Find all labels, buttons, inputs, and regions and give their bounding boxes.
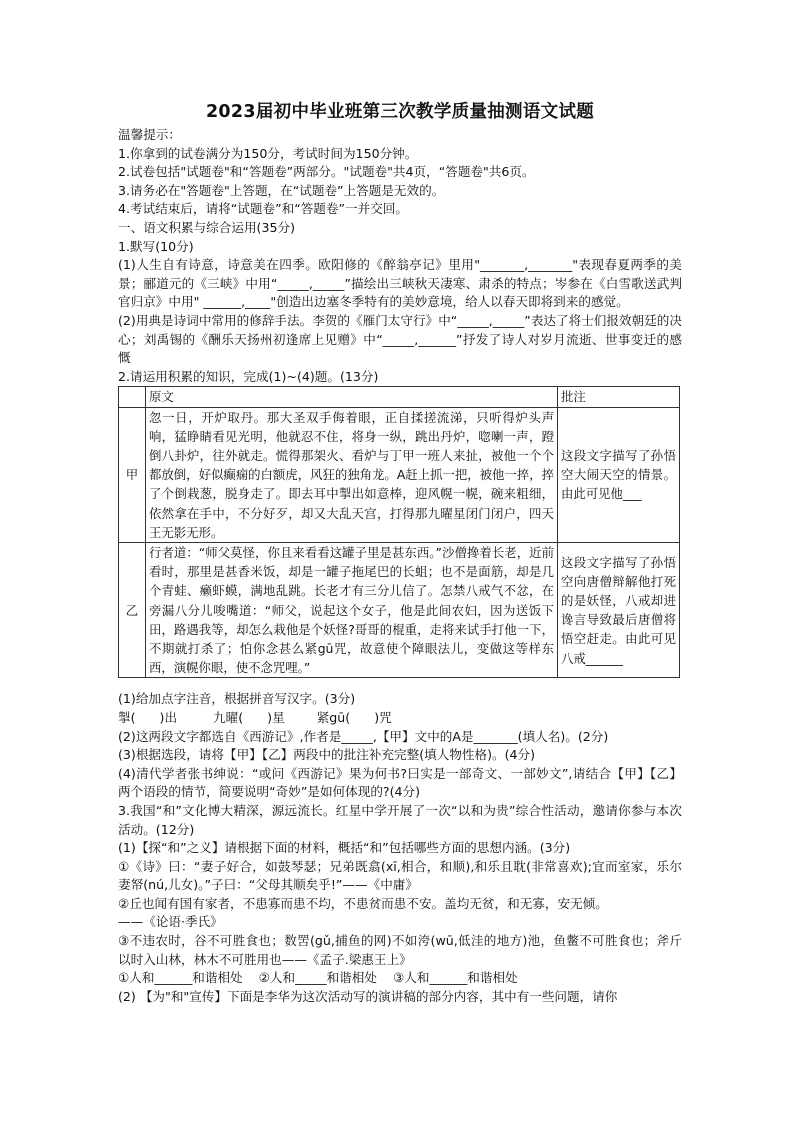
question-paragraph: (1)人生自有诗意，诗意美在四季。欧阳修的《醉翁亭记》里用"_______,_______"表现春夏两季的美景；郦道元的《三峡》中用“_____,_____”描绘出三峡秋天凄寒、肃杀的特点；岑参在《白雪歌送武判官归京》中用" ______,____"创造出边塞冬季特有的美妙意境，给人以春天即将到来的感觉。 xyxy=(118,257,682,310)
question-heading: 2.请运用积累的知识，完成(1)~(4)题。(13分) xyxy=(118,368,379,384)
answer-blanks: ①人和______和谐相处 ②人和_____和谐相处 ③人和______和谐相处 xyxy=(118,970,518,986)
sub-question-items: 掣( )出 九曜( )星 紧gū( )咒 xyxy=(118,709,392,725)
tip-item: 1.你拿到的试卷满分为150分，考试时间为150分钟。 xyxy=(118,145,418,161)
sub-question: (3)根据选段，请将【甲】【乙】两段中的批注补充完整(填人物性格)。(4分) xyxy=(118,747,536,763)
tip-item: 3.请务必在"答题卷"上答题，在“试题卷”上答题是无效的。 xyxy=(118,182,445,198)
table-header-original: 原文 xyxy=(146,387,558,407)
row-original-text: 行者道：“师父莫怪，你且来看看这罐子里是甚东西。”沙僧搀着长老，近前看时，那里是甚香米饭，却是一罐子拖尾巴的长蛆；也不是面筋，却是几个青蛙、癞虾蟆，满地乱跳。长老才有三分儿信了。怎禁八戒气不忿，在旁漏八分儿唆嘴道：“师父，说起这个女子，他是此间农妇，因为送饭下田，路遇我等，却怎么栽他是个妖怪?哥哥的棍重，走将来试手打他一下，不期就打杀了；怕你念甚么紧gū咒，故意使个障眼法儿，变做这等样东西，演幌你眼，使不念咒哩。” xyxy=(146,542,558,677)
row-note-text: 这段文字描写了孙悟空大闹天空的情景。由此可见他___ xyxy=(558,407,680,542)
page-title: 2023届初中毕业班第三次教学质量抽测语文试题 xyxy=(205,102,595,122)
sub-question: (2) 【为"和"宣传】下面是李华为这次活动写的演讲稿的部分内容，其中有一些问题，请你 xyxy=(118,988,618,1004)
sub-question: (1)【探“和”之义】请根据下面的材料，概括“和”包括哪些方面的思想内涵。(3分) xyxy=(118,840,571,856)
exam-content xyxy=(118,100,682,1006)
table-row xyxy=(119,407,680,542)
row-original-text: 忽一日，开炉取丹。那大圣双手侮着眼，正自揉搓流涕，只听得炉头声响，猛睁睛看见光明，他就忍不住，将身一纵，跳出丹炉，唿喇一声，蹬倒八卦炉，往外就走。慌得那架火、看炉与丁甲一班人来扯，被他一个个都放倒，好似癫痫的白额虎，风狂的独角龙。A赶上抓一把，被他一捽，捽了个倒栽葱，脱身走了。即去耳中掣出如意棒，迎风幌一幌，碗来粗细，依然拿在手中，不分好歹，却又大乱天宫，打得那九曜星闭门闭户，四天王无影无形。 xyxy=(146,407,558,542)
material-text: ③不违农时，谷不可胜食也；数罟(gǔ,捕鱼的网)不如洿(wū,低洼的地方)池，鱼鳖不可胜食也；斧斤以时入山林，林木不可胜用也——《孟子.梁惠王上》 xyxy=(118,933,682,967)
section-heading: 一、语文积累与综合运用(35分) xyxy=(118,219,295,235)
row-label: 乙 xyxy=(119,542,146,677)
sub-question: (1)给加点字注音，根据拼音写汉字。(3分) xyxy=(118,691,356,707)
question-heading: 3.我国“和”文化博大精深，源远流长。红星中学开展了一次“以和为贵”综合性活动，邀请你参与本次活动。(12分) xyxy=(118,802,682,837)
row-label: 甲 xyxy=(119,407,146,542)
table-header-row xyxy=(119,387,680,407)
question-paragraph: (2)用典是诗词中常用的修辞手法。李贺的《雁门太守行》中“_____,_____”表达了将士们报效朝廷的决心；刘禹锡的《酬乐天扬州初逢席上见赠》中“_____,______”抒发了诗人对岁月流逝、世事变迁的感慨 xyxy=(118,312,682,366)
table-header-note: 批注 xyxy=(558,387,680,407)
annotation-table xyxy=(118,386,680,678)
sub-question: (2)这两段文字都选自《西游记》,作者是_____,【甲】文中的A是_______(填人名)。(2分) xyxy=(118,728,609,744)
sub-question: (4)清代学者张书绅说：“或问《西游记》果为何书?曰实是一部奇文、一部妙文”,请结合【甲】【乙】两个语段的情节，简要说明“奇妙”是如何体现的?(4分) xyxy=(118,765,682,800)
question-heading: 1.默写(10分) xyxy=(118,238,194,254)
table-header-cell xyxy=(119,387,146,407)
tips-heading: 温馨提示： xyxy=(118,127,181,142)
tip-item: 2.试卷包括"试题卷"和“答题卷”两部分。"试题卷"共4页，“答题卷"共6页。 xyxy=(118,164,535,180)
table-row xyxy=(119,542,680,677)
tip-item: 4.考试结束后，请将“试题卷”和“答题卷”一并交回。 xyxy=(118,201,408,217)
material-source: ——《论语·季氏》 xyxy=(118,914,223,930)
material-text: ②丘也闻有国有家者，不患寡而患不均，不患贫而患不安。盖均无贫，和无寡，安无倾。 xyxy=(118,895,608,911)
spacer xyxy=(118,678,682,690)
material-text: ①《诗》曰：“妻子好合，如鼓琴瑟；兄弟既翕(xī,相合，和顺),和乐且耽(非常喜欢);宜而室家，乐尔妻帑(nú,儿女)。”子曰：“父母其顺矣乎!”——《中庸》 xyxy=(118,858,682,893)
row-note-text: 这段文字描写了孙悟空向唐僧辩解他打死的是妖怪，八戒却进谗言导致最后唐僧将悟空赶走。由此可见八戒______ xyxy=(558,542,680,677)
